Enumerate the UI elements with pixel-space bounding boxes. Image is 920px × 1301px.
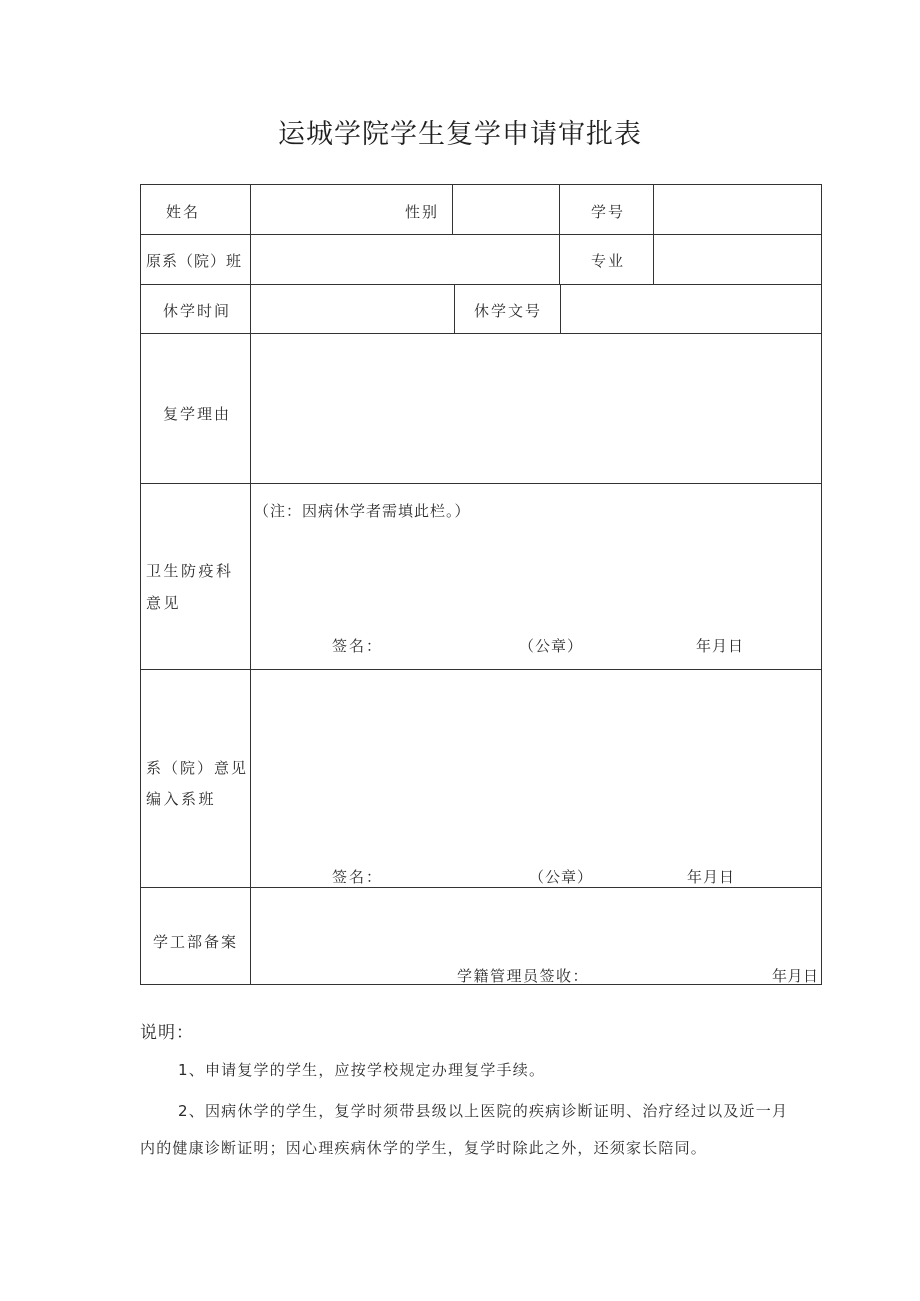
reason-label: 复学理由: [163, 405, 232, 423]
column-divider-gender: [452, 184, 453, 234]
health-note: （注：因病休学者需填此栏。）: [254, 502, 471, 520]
student-id-field[interactable]: [655, 186, 820, 233]
row-divider-1: [140, 234, 822, 235]
health-opinion-label: 卫生防疫科意见: [146, 562, 234, 612]
leave-doc-label: 休学文号: [474, 302, 543, 320]
column-divider-student-id: [559, 184, 560, 284]
row-divider-2: [140, 284, 822, 285]
dept-class-label: 原系（院）班: [146, 252, 243, 270]
page-title: 运城学院学生复学申请审批表: [278, 119, 642, 150]
health-date-label: 年月日: [696, 637, 745, 655]
reason-field[interactable]: [252, 335, 820, 482]
table-border-right: [821, 184, 822, 985]
leave-doc-field[interactable]: [562, 286, 820, 332]
table-border-top: [140, 184, 822, 185]
gender-field[interactable]: [454, 186, 558, 233]
application-form-table: [140, 184, 822, 985]
dept-class-field[interactable]: [252, 236, 558, 283]
student-affairs-field[interactable]: [252, 889, 820, 959]
row-divider-4: [140, 483, 822, 484]
student-affairs-label: 学工部备案: [153, 933, 239, 951]
dept-seal-label: （公章）: [529, 868, 594, 886]
dept-date-label: 年月日: [687, 868, 736, 886]
row-divider-5: [140, 669, 822, 670]
instruction-item-2-line-2: 内的健康诊断证明；因心理疾病休学的学生，复学时除此之外，还须家长陪同。: [140, 1139, 708, 1157]
registrar-date-label: 年月日: [772, 967, 819, 985]
registrar-signature-label: 学籍管理员签收：: [457, 967, 590, 985]
major-field[interactable]: [655, 236, 820, 283]
health-opinion-field[interactable]: [252, 524, 820, 624]
dept-opinion-field[interactable]: [252, 671, 820, 841]
column-divider-student-id-value: [653, 184, 654, 284]
leave-time-label: 休学时间: [163, 302, 232, 320]
table-border-left: [140, 184, 141, 985]
column-divider-leave-doc-value: [560, 284, 561, 333]
dept-signature-label: 签名：: [332, 868, 384, 886]
column-divider-leave-doc: [454, 284, 455, 333]
row-divider-3: [140, 333, 822, 334]
name-label: 姓名: [166, 203, 201, 221]
dept-opinion-label: 系（院）意见: [146, 759, 249, 777]
instruction-item-1: 1、申请复学的学生，应按学校规定办理复学手续。: [178, 1061, 546, 1079]
row-divider-6: [140, 887, 822, 888]
gender-label: 性别: [405, 203, 440, 221]
health-seal-label: （公章）: [519, 637, 584, 655]
instructions-title: 说明：: [140, 1023, 194, 1043]
health-signature-label: 签名：: [332, 637, 384, 655]
assign-class-label: 编入系班: [146, 790, 217, 808]
instruction-item-2-line-1: 2、因病休学的学生，复学时须带县级以上医院的疾病诊断证明、治疗经过以及近一月: [178, 1102, 789, 1120]
student-id-label: 学号: [591, 203, 626, 221]
major-label: 专业: [591, 252, 626, 270]
label-column-divider: [250, 184, 251, 985]
leave-time-field[interactable]: [252, 286, 453, 332]
